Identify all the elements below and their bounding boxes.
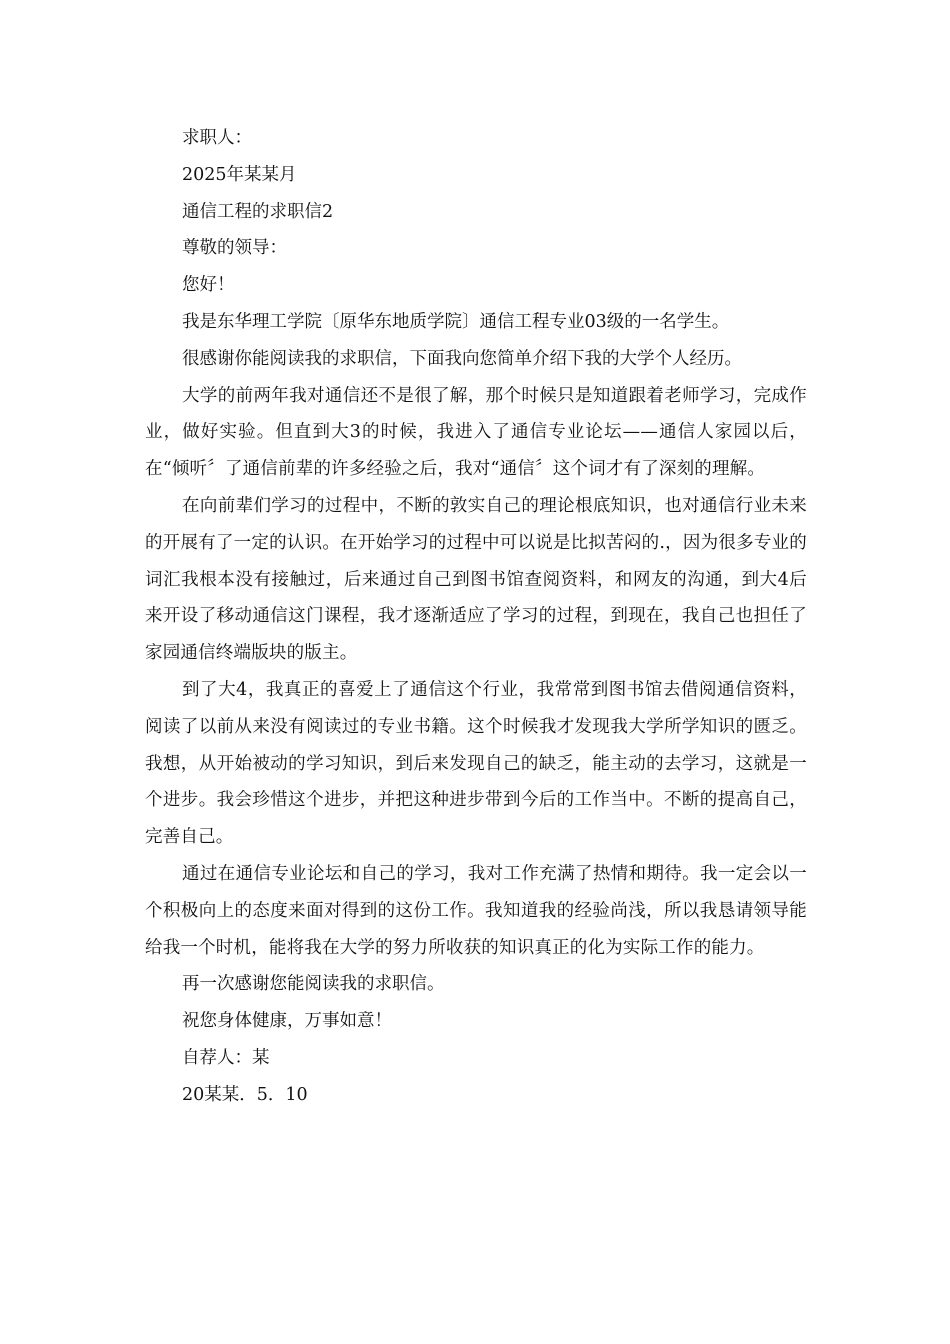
paragraph-experience: 大学的前两年我对通信还不是很了解，那个时候只是知道跟着老师学习，完成作业，做好实验。但直到大3的时候，我进入了通信专业论坛——通信人家园以后，在“倾听〞了通信前辈的许多经验之后，我对“通信〞这个词才有了深刻的理解。 — [145, 385, 807, 480]
paragraph-learning: 在向前辈们学习的过程中，不断的敦实自己的理论根底知识，也对通信行业未来的开展有了一定的认识。在开始学习的过程中可以说是比拟苦闷的.，因为很多专业的词汇我根本没有接触过，后来通过自己到图书馆查阅资料，和网友的沟通，到大4后来开设了移动通信这门课程，我才逐渐适应了学习的过程，到现在，我自己也担任了家园通信终端版块的版主。 — [145, 495, 807, 664]
signature-line: 自荐人：某 — [182, 1047, 270, 1068]
thanks-intro-line: 很感谢你能阅读我的求职信，下面我向您简单介绍下我的大学个人经历。 — [182, 348, 742, 369]
paragraph-expectation: 通过在通信专业论坛和自己的学习，我对工作充满了热情和期待。我一定会以一个积极向上的态度来面对得到的这份工作。我知道我的经验尚浅，所以我恳请领导能给我一个时机，能将我在大学的努力所收获的知识真正的化为实际工作的能力。 — [145, 863, 807, 958]
top-date-line: 2025年某某月 — [182, 164, 297, 185]
applicant-line: 求职人： — [182, 128, 252, 148]
paragraph-year-four: 到了大4，我真正的喜爱上了通信这个行业，我常常到图书馆去借阅通信资料，阅读了以前从来没有阅读过的专业书籍。这个时候我才发现我大学所学知识的匮乏。我想，从开始被动的学习知识，到后来发现自己的缺乏，能主动的去学习，这就是一个进步。我会珍惜这个进步，并把这种进步带到今后的工作当中。不断的提高自己，完善自己。 — [145, 679, 807, 848]
greeting-line: 您好！ — [182, 275, 235, 296]
letter-heading: 通信工程的求职信2 — [182, 201, 334, 222]
thanks-again-line: 再一次感谢您能阅读我的求职信。 — [182, 974, 445, 995]
salutation-line: 尊敬的领导： — [182, 238, 287, 259]
letter-body — [145, 120, 807, 1114]
bottom-date-line: 20某某．5．10 — [182, 1084, 308, 1105]
wishes-line: 祝您身体健康，万事如意！ — [182, 1011, 392, 1032]
intro-line: 我是东华理工学院〔原华东地质学院〕通信工程专业03级的一名学生。 — [182, 311, 730, 332]
